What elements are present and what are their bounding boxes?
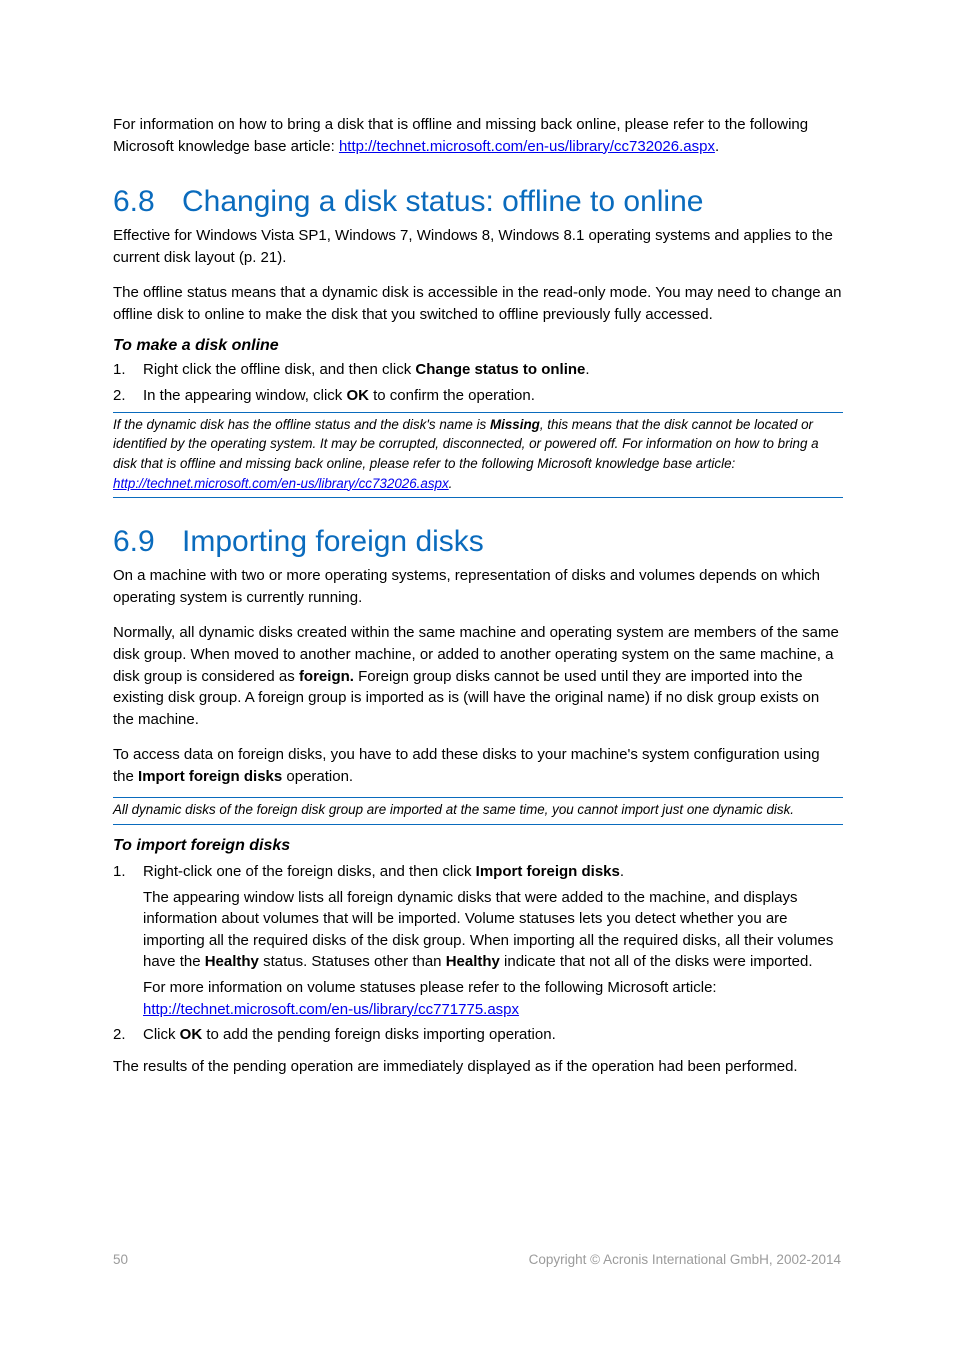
page-number: 50 bbox=[113, 1252, 129, 1267]
section-6-9-heading bbox=[113, 524, 843, 560]
note-missing-disk: If the dynamic disk has the offline status and the disk's name is Missing, this means that the disk cannot be located or identified by the operating system. It may be corrupted, disconnected, or powered off. For information on how to bring a disk that is offline and missing back online, please refer to the following Microsoft knowledge base article: http://technet.microsoft.com/en-us/library/cc732026.aspx. bbox=[113, 412, 843, 498]
procedure-title-import: To import foreign disks bbox=[113, 837, 291, 855]
section-6-9-para-2: Normally, all dynamic disks created within the same machine and operating system are members of the same disk group. When moved to another machine, or added to another operating system on the same machine, a disk group is considered as foreign. Foreign group disks cannot be used until they are imported into the existing disk group. A foreign group is imported as is (will have the original name) if no disk group exists on the machine. bbox=[113, 624, 839, 728]
section-title: Changing a disk status: offline to online bbox=[182, 185, 704, 219]
step-more-info: For more information on volume statuses please refer to the following Microsoft article: http://technet.microsoft.com/en-us/library/cc771775.aspx bbox=[143, 979, 717, 1018]
kb-article-link[interactable]: http://technet.microsoft.com/en-us/library/cc732026.aspx bbox=[113, 475, 449, 491]
section-number: 6.8 bbox=[113, 185, 155, 219]
kb-article-link[interactable]: http://technet.microsoft.com/en-us/library/cc732026.aspx bbox=[338, 137, 715, 155]
list-item: 2. In the appearing window, click OK to confirm the operation. bbox=[113, 387, 535, 405]
make-online-steps bbox=[113, 359, 843, 407]
section-title: Importing foreign disks bbox=[182, 525, 484, 559]
procedure-title-make-online: To make a disk online bbox=[113, 336, 279, 354]
list-item: 1. Right click the offline disk, and then click Change status to online. bbox=[113, 360, 590, 378]
section-6-8-para-1: Effective for Windows Vista SP1, Windows 7, Windows 8, Windows 8.1 operating systems and applies to the current disk layout (p. 21). bbox=[113, 227, 833, 266]
section-6-8-para-2: The offline status means that a dynamic disk is accessible in the read-only mode. You may need to change an offline disk to online to make the disk that you switched to offline previously fully accessed. bbox=[113, 284, 842, 323]
volume-status-article-link[interactable]: http://technet.microsoft.com/en-us/library/cc771775.aspx bbox=[143, 1000, 520, 1018]
list-item: 2. Click OK to add the pending foreign disks importing operation. bbox=[113, 1026, 556, 1044]
step-detail: The appearing window lists all foreign dynamic disks that were added to the machine, and displays information about volumes that will be imported. Volume statuses lets you detect whether you are importing all the required disks of the disk group. When importing all the required disks, all their volumes have the Healthy status. Statuses other than Healthy indicate that not all of the disks were imported. bbox=[143, 888, 834, 971]
section-6-9-para-3: To access data on foreign disks, you have to add these disks to your machine's system configuration using the Import foreign disks operation. bbox=[113, 746, 820, 785]
copyright-notice: Copyright © Acronis International GmbH, 2002-2014 bbox=[528, 1252, 841, 1267]
intro-paragraph: For information on how to bring a disk that is offline and missing back online, please refer to the following Microsoft knowledge base article: http://technet.microsoft.com/en-us/library/cc732026.aspx. bbox=[113, 116, 809, 155]
page-footer bbox=[113, 1252, 841, 1267]
document-page bbox=[113, 114, 843, 1077]
list-item: 1. Right-click one of the foreign disks, and then click Import foreign disks. The appearing window lists all foreign dynamic disks that were added to the machine, and displays information about volumes that will be imported. Volume statuses lets you detect whether you are importing all the required disks of the disk group. When importing all the required disks, all their volumes have the Healthy status. Statuses other than Healthy indicate that not all of the disks were imported. For more information on volume statuses please refer to the following Microsoft article: http://technet.microsoft.com/en-us/library/cc771775.aspx bbox=[113, 861, 843, 1020]
section-number: 6.9 bbox=[113, 525, 155, 559]
section-6-8-heading bbox=[113, 184, 843, 220]
import-steps bbox=[113, 861, 843, 1046]
closing-paragraph: The results of the pending operation are immediately displayed as if the operation had been performed. bbox=[113, 1057, 798, 1075]
note-import-all: All dynamic disks of the foreign disk group are imported at the same time, you cannot import just one dynamic disk. bbox=[113, 797, 843, 825]
section-6-9-para-1: On a machine with two or more operating systems, representation of disks and volumes depends on which operating system is currently running. bbox=[113, 567, 821, 606]
